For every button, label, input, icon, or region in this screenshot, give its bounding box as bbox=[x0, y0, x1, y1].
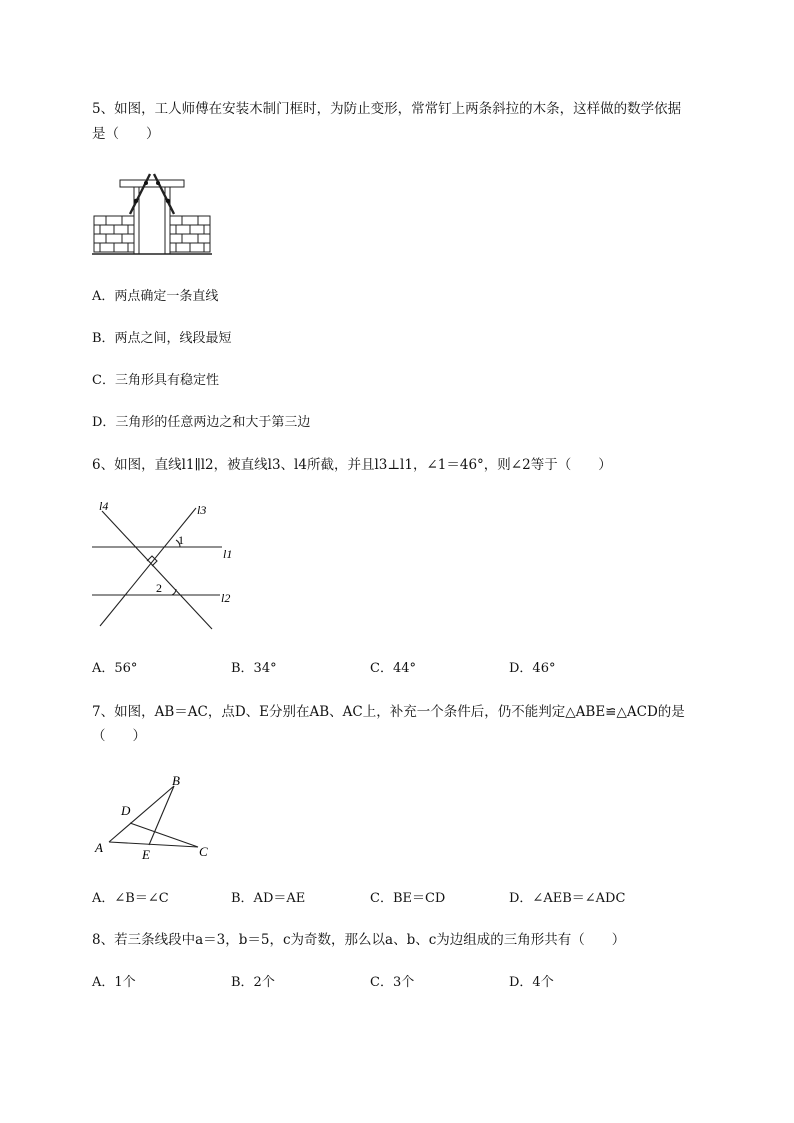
triangle-figure bbox=[92, 772, 222, 864]
q7-option-a[interactable]: A．∠B＝∠C bbox=[92, 891, 169, 906]
q8-option-c[interactable]: C．3个 bbox=[370, 975, 415, 990]
label-l3: l3 bbox=[197, 503, 207, 517]
label-C: C bbox=[199, 844, 208, 859]
label-angle-1: 1 bbox=[178, 533, 184, 547]
label-E: E bbox=[142, 847, 150, 862]
q5-option-d[interactable]: D．三角形的任意两边之和大于第三边 bbox=[92, 415, 311, 430]
q7-stem-line1: 7、如图，AB＝AC，点D、E分别在AB、AC上，补充一个条件后，仍不能判定△ABE≌△ACD的是 bbox=[92, 704, 685, 720]
label-l4: l4 bbox=[99, 499, 109, 513]
q7-stem-line2: （ ） bbox=[92, 728, 146, 744]
label-A: A bbox=[95, 840, 103, 855]
q6-stem: 6、如图，直线l1∥l2，被直线l3、l4所截，并且l3⊥l1，∠1＝46°，则∠2等于（ ） bbox=[92, 457, 612, 473]
q7-option-b[interactable]: B．AD＝AE bbox=[231, 891, 306, 906]
q5-option-a[interactable]: A．两点确定一条直线 bbox=[92, 289, 219, 304]
q5-option-c[interactable]: C．三角形具有稳定性 bbox=[92, 373, 219, 388]
q7-option-c[interactable]: C．BE＝CD bbox=[370, 891, 446, 906]
parallel-lines-figure bbox=[92, 498, 252, 638]
door-frame-figure bbox=[92, 170, 212, 256]
q6-option-b[interactable]: B．34° bbox=[231, 661, 277, 676]
q5-option-b[interactable]: B．两点之间，线段最短 bbox=[92, 331, 232, 346]
label-l2: l2 bbox=[221, 591, 231, 605]
label-D: D bbox=[121, 803, 131, 818]
q5-stem-line1: 5、如图，工人师傅在安装木制门框时，为防止变形，常常钉上两条斜拉的木条，这样做的数学依据 bbox=[92, 101, 682, 117]
label-B: B bbox=[172, 773, 180, 788]
q6-option-a[interactable]: A．56° bbox=[92, 661, 138, 676]
q6-option-d[interactable]: D．46° bbox=[509, 661, 556, 676]
q6-option-c[interactable]: C．44° bbox=[370, 661, 416, 676]
q8-option-b[interactable]: B．2个 bbox=[231, 975, 275, 990]
q8-option-d[interactable]: D．4个 bbox=[509, 975, 554, 990]
label-angle-2: 2 bbox=[156, 581, 162, 595]
q5-stem-line2: 是（ ） bbox=[92, 126, 160, 142]
q7-option-d[interactable]: D．∠AEB＝∠ADC bbox=[509, 891, 626, 906]
q8-stem: 8、若三条线段中a＝3，b＝5，c为奇数，那么以a、b、c为边组成的三角形共有（ ） bbox=[92, 932, 626, 948]
label-l1: l1 bbox=[223, 547, 233, 561]
q8-option-a[interactable]: A．1个 bbox=[92, 975, 136, 990]
